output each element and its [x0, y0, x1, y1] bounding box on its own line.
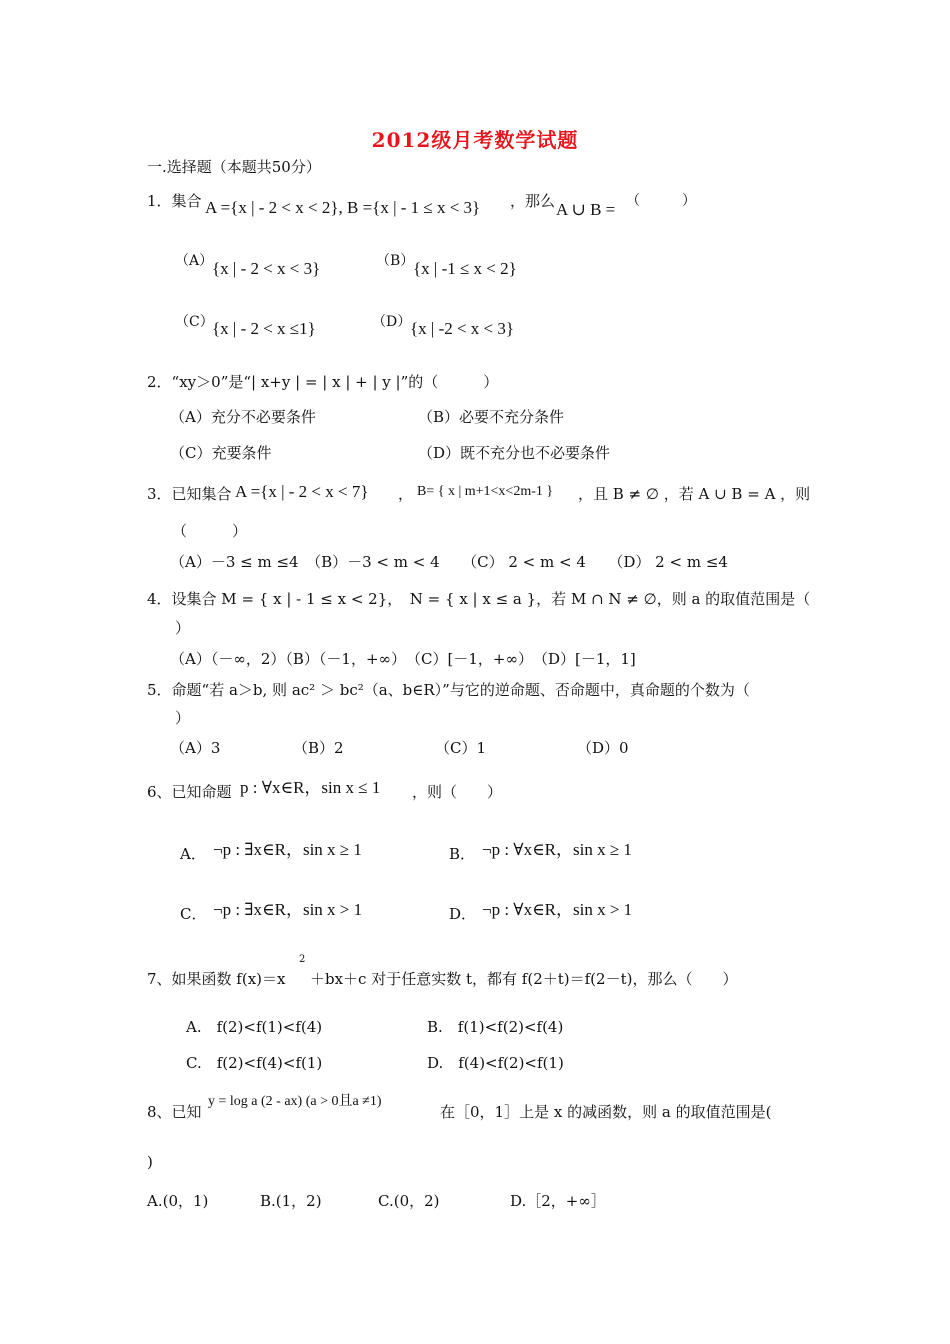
section-heading: 一.选择题（本题共50分）	[147, 158, 321, 176]
page-title: 2012级月考数学试题	[371, 128, 579, 152]
q6-option-c-label: C．	[180, 905, 207, 923]
q5-option-c: （C）1	[435, 739, 487, 757]
q2-option-c: （C）充要条件	[170, 444, 272, 462]
q1-option-a-label: （A）	[175, 253, 214, 269]
q7-option-b: B. f(1)<f(2)<f(4)	[427, 1018, 564, 1036]
q5-option-a: （A）3	[170, 739, 221, 757]
q1-option-d: {x | -2 < x < 3}	[410, 319, 515, 338]
q6-option-d: ¬p : ∀x∈R，sin x > 1	[482, 900, 633, 919]
q1-option-a: {x | - 2 < x < 3}	[212, 259, 321, 278]
q3-paren: （ ）	[172, 522, 248, 540]
q4-stem-cont: ）	[175, 619, 191, 637]
q8-option-a: A.(0，1)	[147, 1192, 209, 1210]
q6-option-c: ¬p : ∃x∈R，sin x > 1	[213, 900, 363, 919]
q6-option-b: ¬p : ∀x∈R，sin x ≥ 1	[482, 840, 632, 859]
q3-set-a: A ={x | - 2 < x < 7}	[235, 482, 369, 501]
q7-stem: 7、如果函数 f(x)＝x	[147, 970, 286, 988]
q5-stem: 5．命题“若 a＞b, 则 ac² ＞ bc²（a、b∈R）”与它的逆命题、否命题中，真命题的个数为（	[147, 681, 750, 699]
q8-stem: 8、已知	[147, 1103, 202, 1121]
q2-option-a: （A）充分不必要条件	[170, 408, 316, 426]
q6-option-a: ¬p : ∃x∈R，sin x ≥ 1	[213, 840, 362, 859]
q8-option-b: B.(1，2)	[260, 1192, 322, 1210]
q7-option-d: D. f(4)<f(2)<f(1)	[427, 1054, 564, 1072]
q3-stem: 3．已知集合	[147, 485, 232, 503]
q6-option-b-label: B．	[449, 845, 476, 863]
q3-options: （A）－3 ≤ m ≤4 （B）－3 < m < 4 （C） 2 < m < 4 （D） 2 < m ≤4	[170, 553, 728, 571]
q1-option-b-label: （B）	[376, 253, 415, 269]
q6-proposition: p : ∀x∈R，sin x ≤ 1	[240, 778, 381, 797]
q4-stem: 4．设集合 M = { x | - 1 ≤ x < 2}， N = { x | x ≤ a }，若 M ∩ N ≠ ∅，则 a 的取值范围是（	[147, 590, 811, 608]
q8-stem-cont: )	[147, 1153, 153, 1171]
q8-expr: y = log a (2 - ax) (a > 0且a ≠1)	[208, 1094, 382, 1109]
q8-tail: 在［0，1］上是 x 的减函数，则 a 的取值范围是(	[440, 1103, 772, 1121]
q5-option-b: （B）2	[293, 739, 344, 757]
q7-option-c: C. f(2)<f(4)<f(1)	[186, 1054, 323, 1072]
q2-option-b: （B）必要不充分条件	[418, 408, 565, 426]
q6-option-d-label: D．	[449, 905, 477, 923]
q6-stem: 6、已知命题	[147, 783, 232, 801]
q5-option-d: （D）0	[577, 739, 629, 757]
q7-option-a: A. f(2)<f(1)<f(4)	[186, 1018, 323, 1036]
q1-option-b: {x | -1 ≤ x < 2}	[413, 259, 517, 278]
q1-option-c: {x | - 2 < x ≤1}	[212, 319, 316, 338]
q7-exponent: 2	[299, 954, 306, 965]
q1-option-d-label: （D）	[372, 314, 412, 330]
q1-expr: A ={x | - 2 < x < 2}, B ={x | - 1 ≤ x < 3}	[205, 198, 481, 217]
q2-option-d: （D）既不充分也不必要条件	[418, 444, 611, 462]
q6-tail: ，则（ ）	[412, 783, 503, 801]
q7-stem-tail: ＋bx＋c 对于任意实数 t，都有 f(2＋t)＝f(2－t)，那么（ ）	[310, 970, 738, 988]
q3-sep: ，	[398, 485, 414, 503]
q4-options: （A）（－∞，2）（B）（－1，+∞） （C）[－1，+∞） （D）[－1，1]	[170, 650, 636, 668]
q1-option-c-label: （C）	[175, 314, 214, 330]
q5-stem-cont: ）	[175, 709, 191, 727]
q8-option-d: D.［2，+∞］	[510, 1192, 606, 1210]
q1-stem: 1．集合	[147, 192, 202, 210]
q3-condition: ，且 B ≠ ∅ ，若 A ∪ B = A ，则	[578, 485, 811, 503]
q1-paren: （ ）	[626, 193, 696, 209]
q3-set-b: B= { x | m+1<x<2m-1 }	[417, 484, 554, 499]
q6-option-a-label: A．	[180, 845, 206, 863]
q8-option-c: C.(0，2)	[378, 1192, 440, 1210]
q1-union: A ∪ B =	[556, 200, 616, 219]
q2-stem: 2．“xy＞0”是“| x+y | = | x | + | y |”的（ ）	[147, 373, 499, 391]
q1-mid: ，那么	[510, 192, 556, 210]
